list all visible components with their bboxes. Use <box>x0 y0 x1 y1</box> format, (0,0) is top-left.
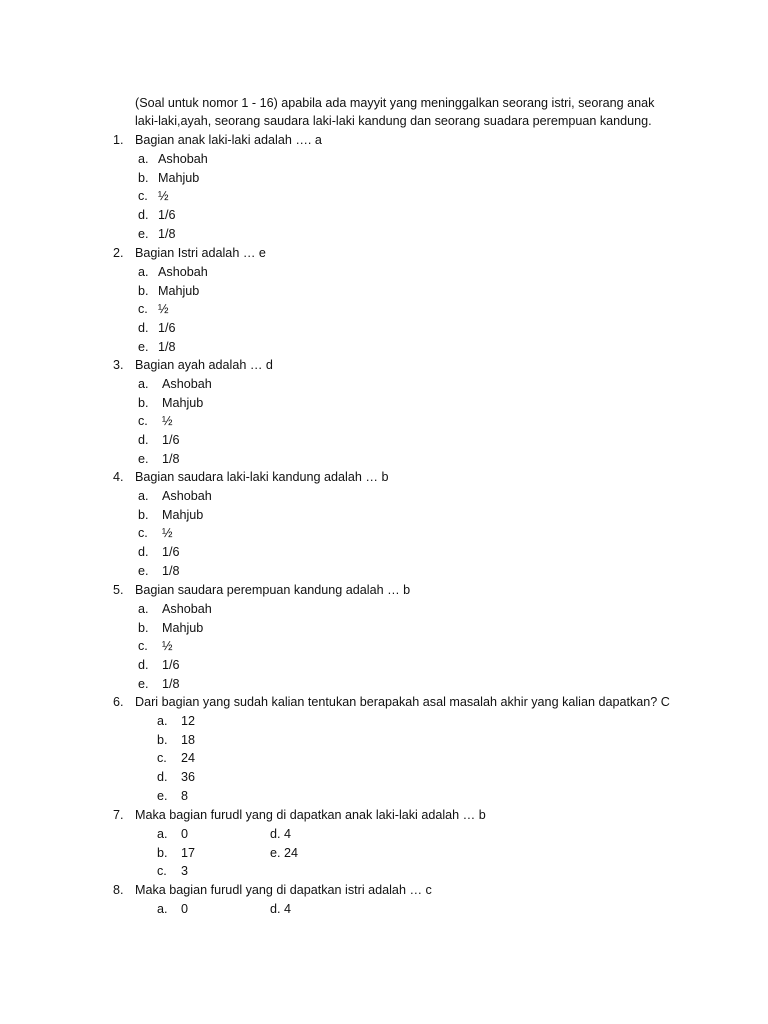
intro-line-2: laki-laki,ayah, seorang saudara laki-laki kandung dan seorang suadara perempuan kandung. <box>135 114 652 128</box>
option-letter: c. <box>157 864 167 878</box>
option-letter: a. <box>157 902 168 916</box>
option-text: ½ <box>158 302 169 316</box>
question-number: 8. <box>113 883 124 897</box>
option-text: Mahjub <box>158 171 200 185</box>
question-text: Dari bagian yang sudah kalian tentukan berapakah asal masalah akhir yang kalian dapatkan? C <box>135 695 670 709</box>
option-text: 1/8 <box>162 452 180 466</box>
option-text: 17 <box>181 846 196 860</box>
option-right-column: d. 4 <box>270 827 292 841</box>
question-text: Maka bagian furudl yang di dapatkan anak laki-laki adalah … b <box>135 808 486 822</box>
option-letter: c. <box>138 189 148 203</box>
option-text: 8 <box>181 789 189 803</box>
question-text: Bagian saudara perempuan kandung adalah … b <box>135 583 411 597</box>
option-text: Ashobah <box>162 489 212 503</box>
option-text: 1/8 <box>158 227 176 241</box>
option-letter: d. <box>138 208 149 222</box>
option-letter: d. <box>157 770 168 784</box>
option-letter: e. <box>157 789 168 803</box>
option-letter: b. <box>138 396 149 410</box>
intro-line-1: (Soal untuk nomor 1 - 16) apabila ada mayyit yang meninggalkan seorang istri, seorang anak <box>135 96 655 110</box>
option-right-column: e. 24 <box>270 846 299 860</box>
option-text: 1/6 <box>158 321 176 335</box>
option-letter: b. <box>138 171 149 185</box>
option-letter: b. <box>138 621 149 635</box>
option-letter: b. <box>138 284 149 298</box>
question-text: Bagian anak laki-laki adalah …. a <box>135 133 322 147</box>
option-text: 1/8 <box>162 677 180 691</box>
option-text: Ashobah <box>162 377 212 391</box>
option-letter: a. <box>157 714 168 728</box>
option-letter: e. <box>138 340 149 354</box>
option-text: ½ <box>162 414 173 428</box>
question-number: 1. <box>113 133 124 147</box>
option-text: 1/6 <box>158 208 176 222</box>
option-text: 0 <box>181 827 189 841</box>
option-letter: b. <box>138 508 149 522</box>
option-letter: a. <box>138 152 149 166</box>
option-text: ½ <box>158 189 169 203</box>
option-letter: b. <box>157 846 168 860</box>
option-letter: a. <box>138 265 149 279</box>
option-letter: a. <box>138 602 149 616</box>
option-letter: d. <box>138 433 149 447</box>
option-letter: c. <box>138 639 148 653</box>
option-letter: b. <box>157 733 168 747</box>
option-letter: e. <box>138 564 149 578</box>
option-text: 18 <box>181 733 196 747</box>
option-letter: a. <box>157 827 168 841</box>
question-number: 3. <box>113 358 124 372</box>
option-letter: d. <box>138 658 149 672</box>
option-text: Mahjub <box>162 396 204 410</box>
question-number: 6. <box>113 695 124 709</box>
question-text: Bagian Istri adalah … e <box>135 246 266 260</box>
option-letter: c. <box>138 302 148 316</box>
option-text: 1/8 <box>162 564 180 578</box>
option-letter: e. <box>138 227 149 241</box>
option-text: Mahjub <box>162 621 204 635</box>
question-number: 7. <box>113 808 124 822</box>
option-text: 24 <box>181 751 196 765</box>
option-text: 0 <box>181 902 189 916</box>
option-letter: a. <box>138 377 149 391</box>
option-text: ½ <box>162 526 173 540</box>
option-text: 12 <box>181 714 196 728</box>
option-letter: d. <box>138 321 149 335</box>
option-text: Ashobah <box>158 265 208 279</box>
question-text: Maka bagian furudl yang di dapatkan istri adalah … c <box>135 883 432 897</box>
option-text: 1/6 <box>162 658 180 672</box>
option-text: 1/6 <box>162 433 180 447</box>
option-text: Ashobah <box>158 152 208 166</box>
option-letter: a. <box>138 489 149 503</box>
question-number: 2. <box>113 246 124 260</box>
option-right-column: d. 4 <box>270 902 292 916</box>
option-text: 3 <box>181 864 189 878</box>
question-text: Bagian ayah adalah … d <box>135 358 273 372</box>
option-text: 1/6 <box>162 545 180 559</box>
option-letter: c. <box>138 526 148 540</box>
option-letter: e. <box>138 677 149 691</box>
option-text: Mahjub <box>158 284 200 298</box>
question-text: Bagian saudara laki-laki kandung adalah … b <box>135 470 389 484</box>
option-text: ½ <box>162 639 173 653</box>
option-text: Ashobah <box>162 602 212 616</box>
option-letter: c. <box>157 751 167 765</box>
option-letter: d. <box>138 545 149 559</box>
option-letter: e. <box>138 452 149 466</box>
question-number: 4. <box>113 470 124 484</box>
option-text: Mahjub <box>162 508 204 522</box>
option-text: 36 <box>181 770 196 784</box>
option-letter: c. <box>138 414 148 428</box>
question-number: 5. <box>113 583 124 597</box>
option-text: 1/8 <box>158 340 176 354</box>
